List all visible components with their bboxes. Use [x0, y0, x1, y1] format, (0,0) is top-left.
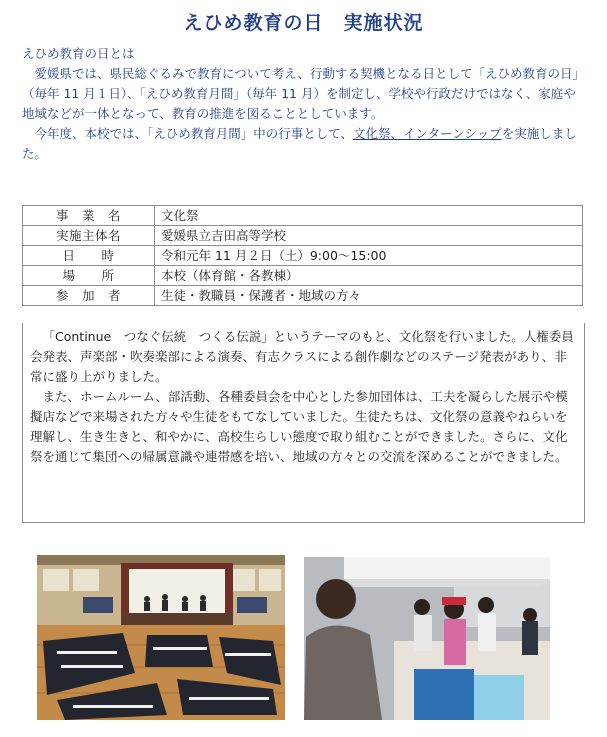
- row-value: 愛媛県立吉田高等学校: [155, 226, 583, 246]
- table-row: [23, 246, 583, 266]
- intro-paragraph-1: 愛媛県では、県民総ぐるみで教育について考え、行動する契機となる日として「えひめ教育の日」（毎年 11 月１日）、「えひめ教育月間」（毎年 11 月）を制定し、学校や行政だけではなく、家庭や地域などが一体となって、教育の推進を図ることとしています。: [22, 66, 586, 121]
- gymnasium-stage-photo: [37, 555, 285, 720]
- page-title: えひめ教育の日 実施状況: [183, 12, 424, 34]
- row-label: 参 加 者: [23, 286, 155, 306]
- intro-section: [22, 44, 587, 164]
- intro-paragraph-2-before: 今年度、本校では、「えひめ教育月間」中の行事として、: [34, 126, 354, 141]
- intro-heading: えひめ教育の日とは: [22, 46, 135, 61]
- event-link[interactable]: 文化祭、インターンシップ: [353, 126, 502, 141]
- row-label: 実施主体名: [23, 226, 155, 246]
- event-description: [22, 323, 585, 523]
- description-paragraph-1: 「Continue つなぐ伝統 つくる伝説」というテーマのもと、文化祭を行いました。人権委員会発表、声楽部・吹奏楽部による演奏、有志クラスによる創作劇などのステージ発表があり、非常に盛り上がりました。: [30, 329, 574, 384]
- table-row: [23, 226, 583, 246]
- row-value: 本校（体育館・各教棟）: [155, 266, 583, 286]
- row-value: 文化祭: [155, 206, 583, 226]
- table-row: [23, 266, 583, 286]
- table-row: [23, 286, 583, 306]
- table-row: [23, 206, 583, 226]
- intro-paragraph-2: [22, 124, 587, 164]
- description-paragraph-2: また、ホームルーム、部活動、各種委員会を中心とした参加団体は、工夫を凝らした展示や模擬店などで来場された方々や生徒をもてなしていました。生徒たちは、文化祭の意義やねらいを理解し、生き生きと、和やかに、高校生らしい態度で取り組むことができました。さらに、文化祭を通じて集団への帰属意識や連帯感を培い、地域の方々との交流を深めることができました。: [30, 389, 568, 464]
- row-label: 場 所: [23, 266, 155, 286]
- event-info-table: [22, 205, 583, 306]
- intro-paragraph-2-after: を実施しました。: [22, 126, 577, 161]
- row-label: 日 時: [23, 246, 155, 266]
- row-value: 生徒・教職員・保護者・地域の方々: [155, 286, 583, 306]
- row-label: 事 業 名: [23, 206, 155, 226]
- row-value: 令和元年 11 月２日（土）9:00～15:00: [155, 246, 583, 266]
- food-stall-photo: [304, 557, 550, 720]
